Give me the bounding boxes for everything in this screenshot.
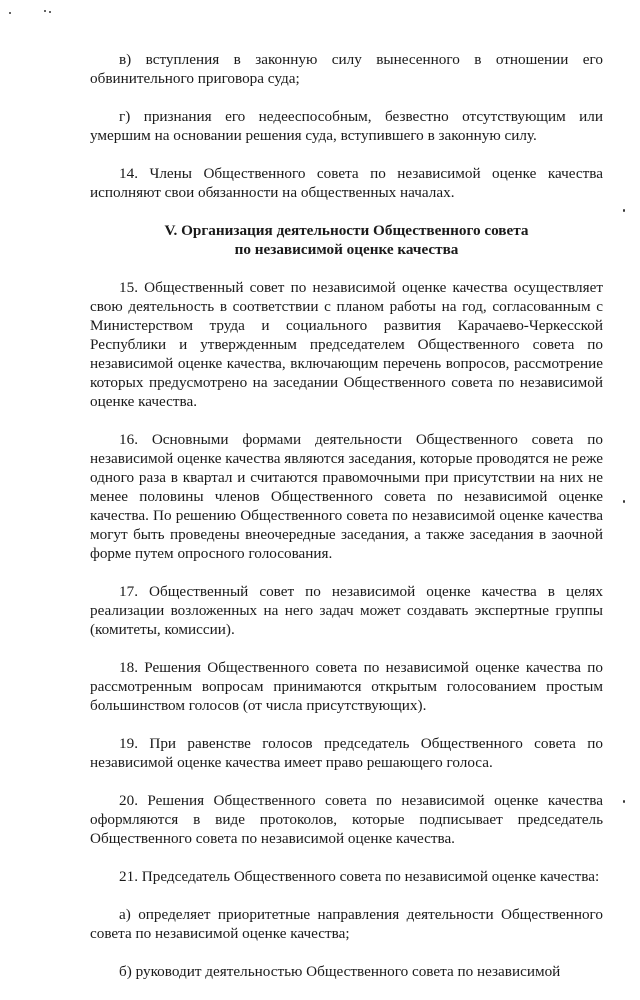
section-heading-line-2: по независимой оценке качества (234, 241, 459, 258)
paragraph-item-g: г) признания его недееспособным, безвестно отсутствующим или умершим на основании решения суда, вступившего в законную силу. (90, 108, 603, 144)
paragraph-21-a: а) определяет приоритетные направления деятельности Общественного совета по независимой оценке качества; (90, 906, 603, 942)
scan-speck (623, 209, 625, 212)
paragraph-19: 19. При равенстве голосов председатель Общественного совета по независимой оценке качества имеет право решающего голоса. (90, 735, 603, 771)
paragraph-item-v: в) вступления в законную силу вынесенного в отношении его обвинительного приговора суда; (90, 51, 603, 87)
scan-speck (623, 500, 625, 503)
paragraph-21: 21. Председатель Общественного совета по независимой оценке качества: (119, 868, 600, 885)
paragraph-21-b: б) руководит деятельностью Общественного совета по независимой (119, 963, 561, 980)
scan-speck (49, 11, 51, 13)
scan-speck (623, 800, 625, 803)
document-body (90, 50, 603, 1000)
paragraph-14: 14. Члены Общественного совета по независимой оценке качества исполняют свои обязанности на общественных началах. (90, 165, 603, 201)
scan-speck (44, 10, 46, 12)
scan-speck (9, 12, 11, 14)
paragraph-15: 15. Общественный совет по независимой оценке качества осуществляет свою деятельность в соответствии с планом работы на год, согласованным с Министерством труда и социального развития Карачаево-Черкесской Республики и утвержденным председателем Общественного совета по независимой оценке качества, включающим перечень вопросов, рассмотрение которых предусмотрено на заседании Общественного совета по независимой оценке качества. (90, 279, 603, 410)
paragraph-18: 18. Решения Общественного совета по независимой оценке качества по рассмотренным вопросам принимаются открытым голосованием простым большинством голосов (от числа присутствующих). (90, 659, 603, 714)
section-heading-line-1: V. Организация деятельности Общественного совета (164, 222, 529, 239)
paragraph-16: 16. Основными формами деятельности Общественного совета по независимой оценке качества являются заседания, которые проводятся не реже одного раза в квартал и считаются правомочными при присутствии на них не менее половины членов Общественного совета по независимой оценке качества. По решению Общественного совета по независимой оценке качества могут быть проведены внеочередные заседания, а также заседания в заочной форме путем опросного голосования. (90, 431, 603, 562)
paragraph-20: 20. Решения Общественного совета по независимой оценке качества оформляются в виде протоколов, которые подписывает председатель Общественного совета по независимой оценке качества. (90, 792, 603, 847)
paragraph-17: 17. Общественный совет по независимой оценке качества в целях реализации возложенных на него задач может создавать экспертные группы (комитеты, комиссии). (90, 583, 603, 638)
section-heading (90, 221, 603, 259)
